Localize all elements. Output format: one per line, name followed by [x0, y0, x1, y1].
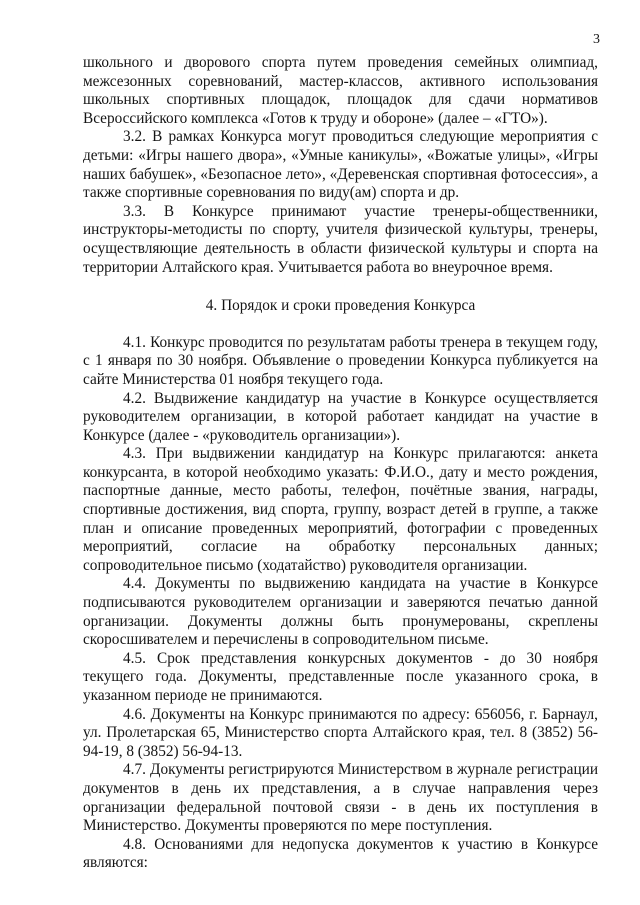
paragraph-4-7: 4.7. Документы регистрируются Министерством в журнале регистрации документов в день их представления, а в случае направления через организации федеральной почтовой связи - в день их поступления в Министерство. Документы проверяются по мере поступления.	[83, 761, 598, 835]
paragraph-4-5: 4.5. Срок представления конкурсных документов - до 30 ноября текущего года. Документы, представленные после указанного срока, в указанном периоде не принимаются.	[83, 649, 598, 704]
paragraph-4-6: 4.6. Документы на Конкурс принимаются по адресу: 656056, г. Барнаул, ул. Пролетарская 65, Министерство спорта Алтайского края, тел. 8 (3852) 56-94-19, 8 (3852) 56-94-13.	[83, 705, 598, 760]
paragraph-3-2: 3.2. В рамках Конкурса могут проводиться следующие мероприятия с детьми: «Игры нашего двора», «Умные каникулы», «Вожатые улицы», «Игры наших бабушек», «Безопасное лето», «Деревенская спортивная фотосессия», а также спортивные соревнования по виду(ам) спорта и др.	[83, 128, 598, 202]
paragraph-4-8: 4.8. Основаниями для недопуска документов к участию в Конкурсе являются:	[83, 835, 598, 872]
paragraph-continuation: школьного и дворового спорта путем проведения семейных олимпиад, межсезонных соревнований, мастер-классов, активного использования школьных спортивных площадок, площадок для сдачи нормативов Всероссийского комплекса «Готов к труду и обороне» (далее – «ГТО»).	[83, 54, 598, 127]
paragraph-3-3: 3.3. В Конкурсе принимают участие тренеры-общественники, инструкторы-методисты по спорту, учителя физической культуры, тренеры, осуществляющие деятельность в области физической культуры и спорта на территории Алтайского края. Учитывается работа во внеурочное время.	[83, 202, 598, 276]
paragraph-4-4: 4.4. Документы по выдвижению кандидата на участие в Конкурсе подписываются руководителем организации и заверяются печатью данной организации. Документы должны быть пронумерованы, скреплены скоросшивателем и перечислены в сопроводительном письме.	[83, 575, 598, 649]
paragraph-4-1: 4.1. Конкурс проводится по результатам работы тренера в текущем году, с 1 января по 30 ноября. Объявление о проведении Конкурса публикуется на сайте Министерства 01 ноября текущего года.	[83, 333, 598, 388]
paragraph-4-3: 4.3. При выдвижении кандидатур на Конкурс прилагаются: анкета конкурсанта, в которой необходимо указать: Ф.И.О., дату и место рождения, паспортные данные, место работы, телефон, почётные звания, награды, спортивные достижения, вид спорта, группу, возраст детей в группе, а также план и описание проведенных мероприятий, фотографии с проведенных мероприятий, согласие на обработку персональных данных; сопроводительное письмо (ходатайство) руководителя организации.	[83, 445, 598, 574]
section-heading: 4. Порядок и сроки проведения Конкурса	[205, 297, 476, 315]
page-number: 3	[593, 32, 600, 47]
document-body	[83, 54, 598, 873]
paragraph-4-2: 4.2. Выдвижение кандидатур на участие в Конкурсе осуществляется руководителем организации, в которой работает кандидат на участие в Конкурсе (далее - «руководитель организации»).	[83, 389, 598, 444]
